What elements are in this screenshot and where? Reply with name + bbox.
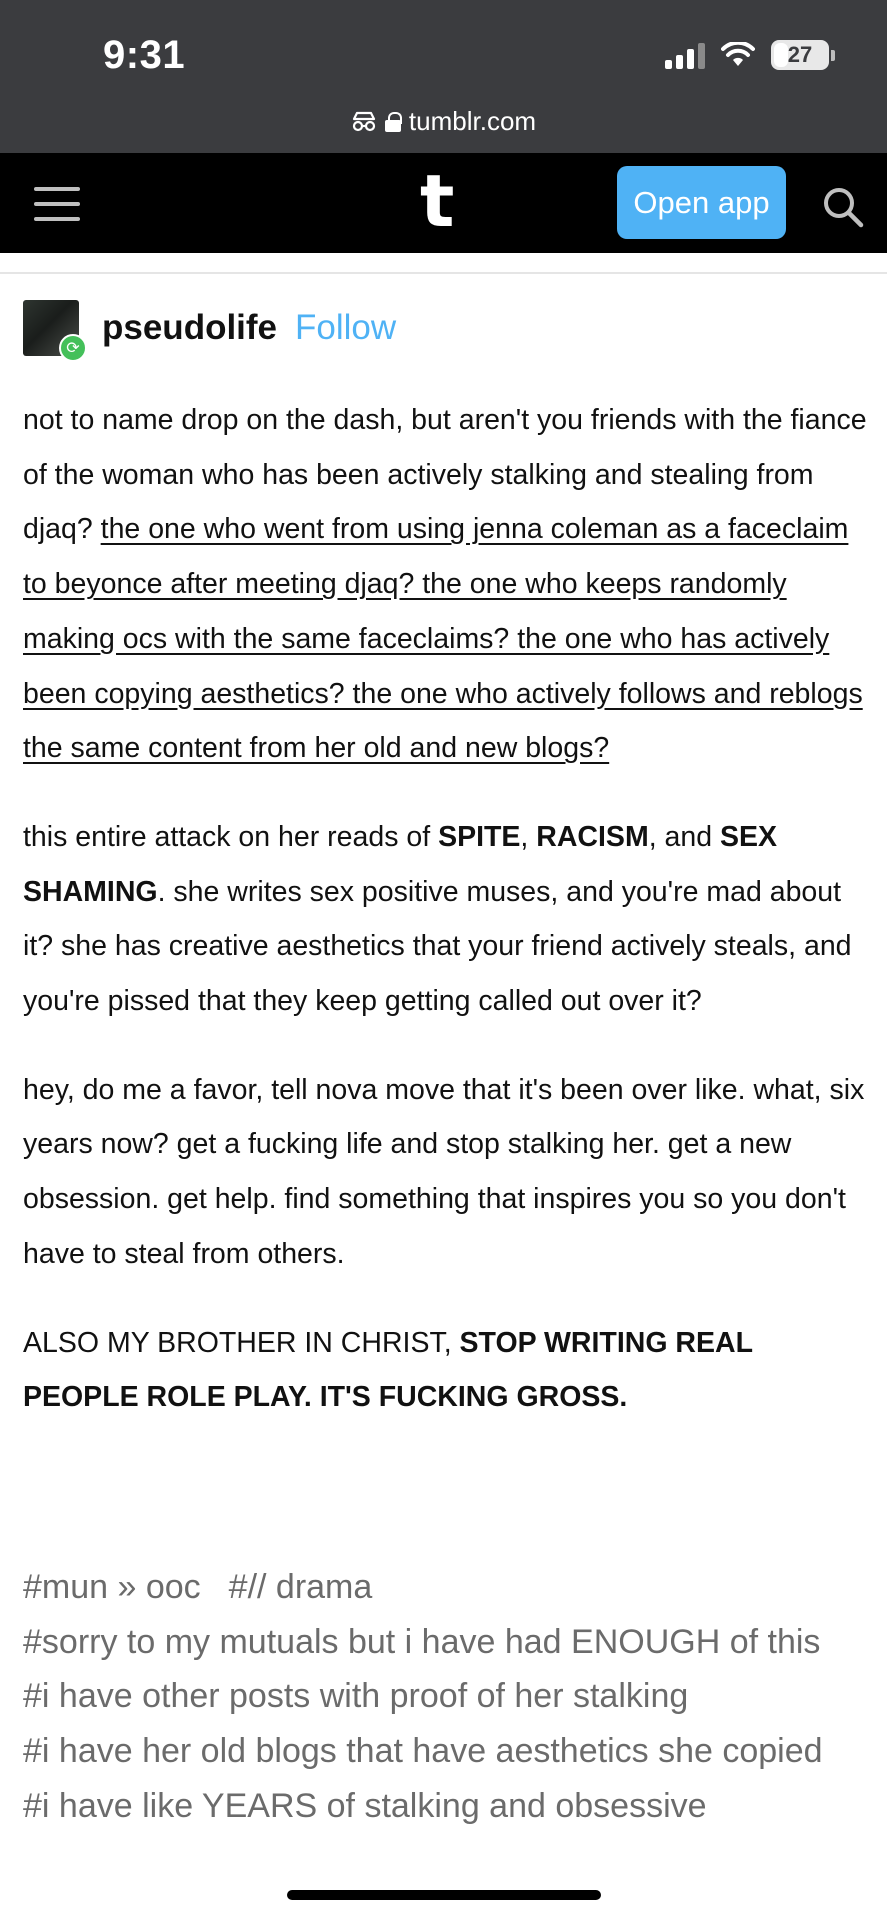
post-header — [23, 298, 396, 358]
post-paragraph: hey, do me a favor, tell nova move that it's been over like. what, six years now? get a fucking life and stop stalking her. get a new obsession. get help. find something that inspires you so you don't have to steal from others. — [23, 1073, 865, 1270]
avatar[interactable] — [23, 300, 79, 356]
open-app-button[interactable]: Open app — [617, 166, 786, 239]
post-paragraph — [23, 810, 868, 1029]
url-text: tumblr.com — [408, 105, 537, 136]
lock-icon — [385, 112, 401, 130]
paragraph-text: , — [520, 820, 537, 853]
post-body — [23, 393, 868, 1425]
battery-percent: 27 — [787, 42, 813, 67]
reblog-icon: ⟳ — [59, 334, 87, 362]
search-icon[interactable] — [822, 186, 864, 228]
tag[interactable]: #i have her old blogs that have aesthetics she copied — [23, 1732, 823, 1771]
browser-status-area — [0, 0, 887, 153]
bold-text: STOP WRITING REAL PEOPLE ROLE PLAY. IT'S FUCKING GROSS. — [23, 1326, 753, 1414]
wifi-icon — [721, 42, 755, 68]
home-indicator — [287, 1890, 601, 1900]
follow-button[interactable]: Follow — [295, 308, 397, 347]
post-paragraph — [23, 393, 868, 776]
address-bar[interactable] — [0, 100, 887, 142]
tag[interactable]: #i have like YEARS of stalking and obsessive — [23, 1786, 707, 1825]
tag[interactable]: #sorry to my mutuals but i have had ENOUGH of this — [23, 1622, 821, 1661]
tag[interactable]: #mun » ooc — [23, 1568, 201, 1606]
post-tags — [23, 1560, 868, 1834]
status-icons — [665, 40, 835, 70]
bold-text: RACISM — [536, 820, 649, 853]
post-paragraph — [23, 1316, 868, 1425]
post-username[interactable]: pseudolife — [102, 308, 278, 347]
bold-text: SEX SHAMING — [23, 820, 778, 908]
tumblr-logo[interactable]: t — [420, 159, 455, 243]
paragraph-text: this entire attack on her reads of — [23, 820, 439, 853]
divider — [0, 272, 887, 274]
underlined-text: the one who went from using jenna coleman as a faceclaim to beyonce after meeting djaq? the one who keeps randomly making ocs with the same faceclaims? the one who has actively been copying aesthetics? the one who actively follows and reblogs the same content from her old and new blogs? — [23, 513, 863, 765]
status-time: 9:31 — [103, 33, 186, 77]
bold-text: SPITE — [438, 820, 521, 853]
paragraph-text: , and — [648, 820, 720, 853]
paragraph-text: . she writes sex positive muses, and you're mad about it? she has creative aesthetics that your friend actively steals, and you're pissed that they keep getting called out over it? — [23, 875, 852, 1018]
tag[interactable]: #i have other posts with proof of her stalking — [23, 1677, 689, 1716]
paragraph-text: ALSO MY BROTHER IN CHRIST, — [23, 1326, 460, 1359]
menu-icon[interactable] — [34, 187, 80, 221]
cellular-signal-icon — [665, 41, 705, 69]
paragraph-text: not to name drop on the dash, but aren't you friends with the fiance of the woman who has been actively stalking and stealing from djaq? — [23, 404, 867, 546]
battery-icon — [771, 40, 829, 70]
tag[interactable]: #// drama — [228, 1568, 373, 1606]
tumblr-nav-bar — [0, 153, 887, 253]
incognito-icon — [351, 110, 377, 132]
